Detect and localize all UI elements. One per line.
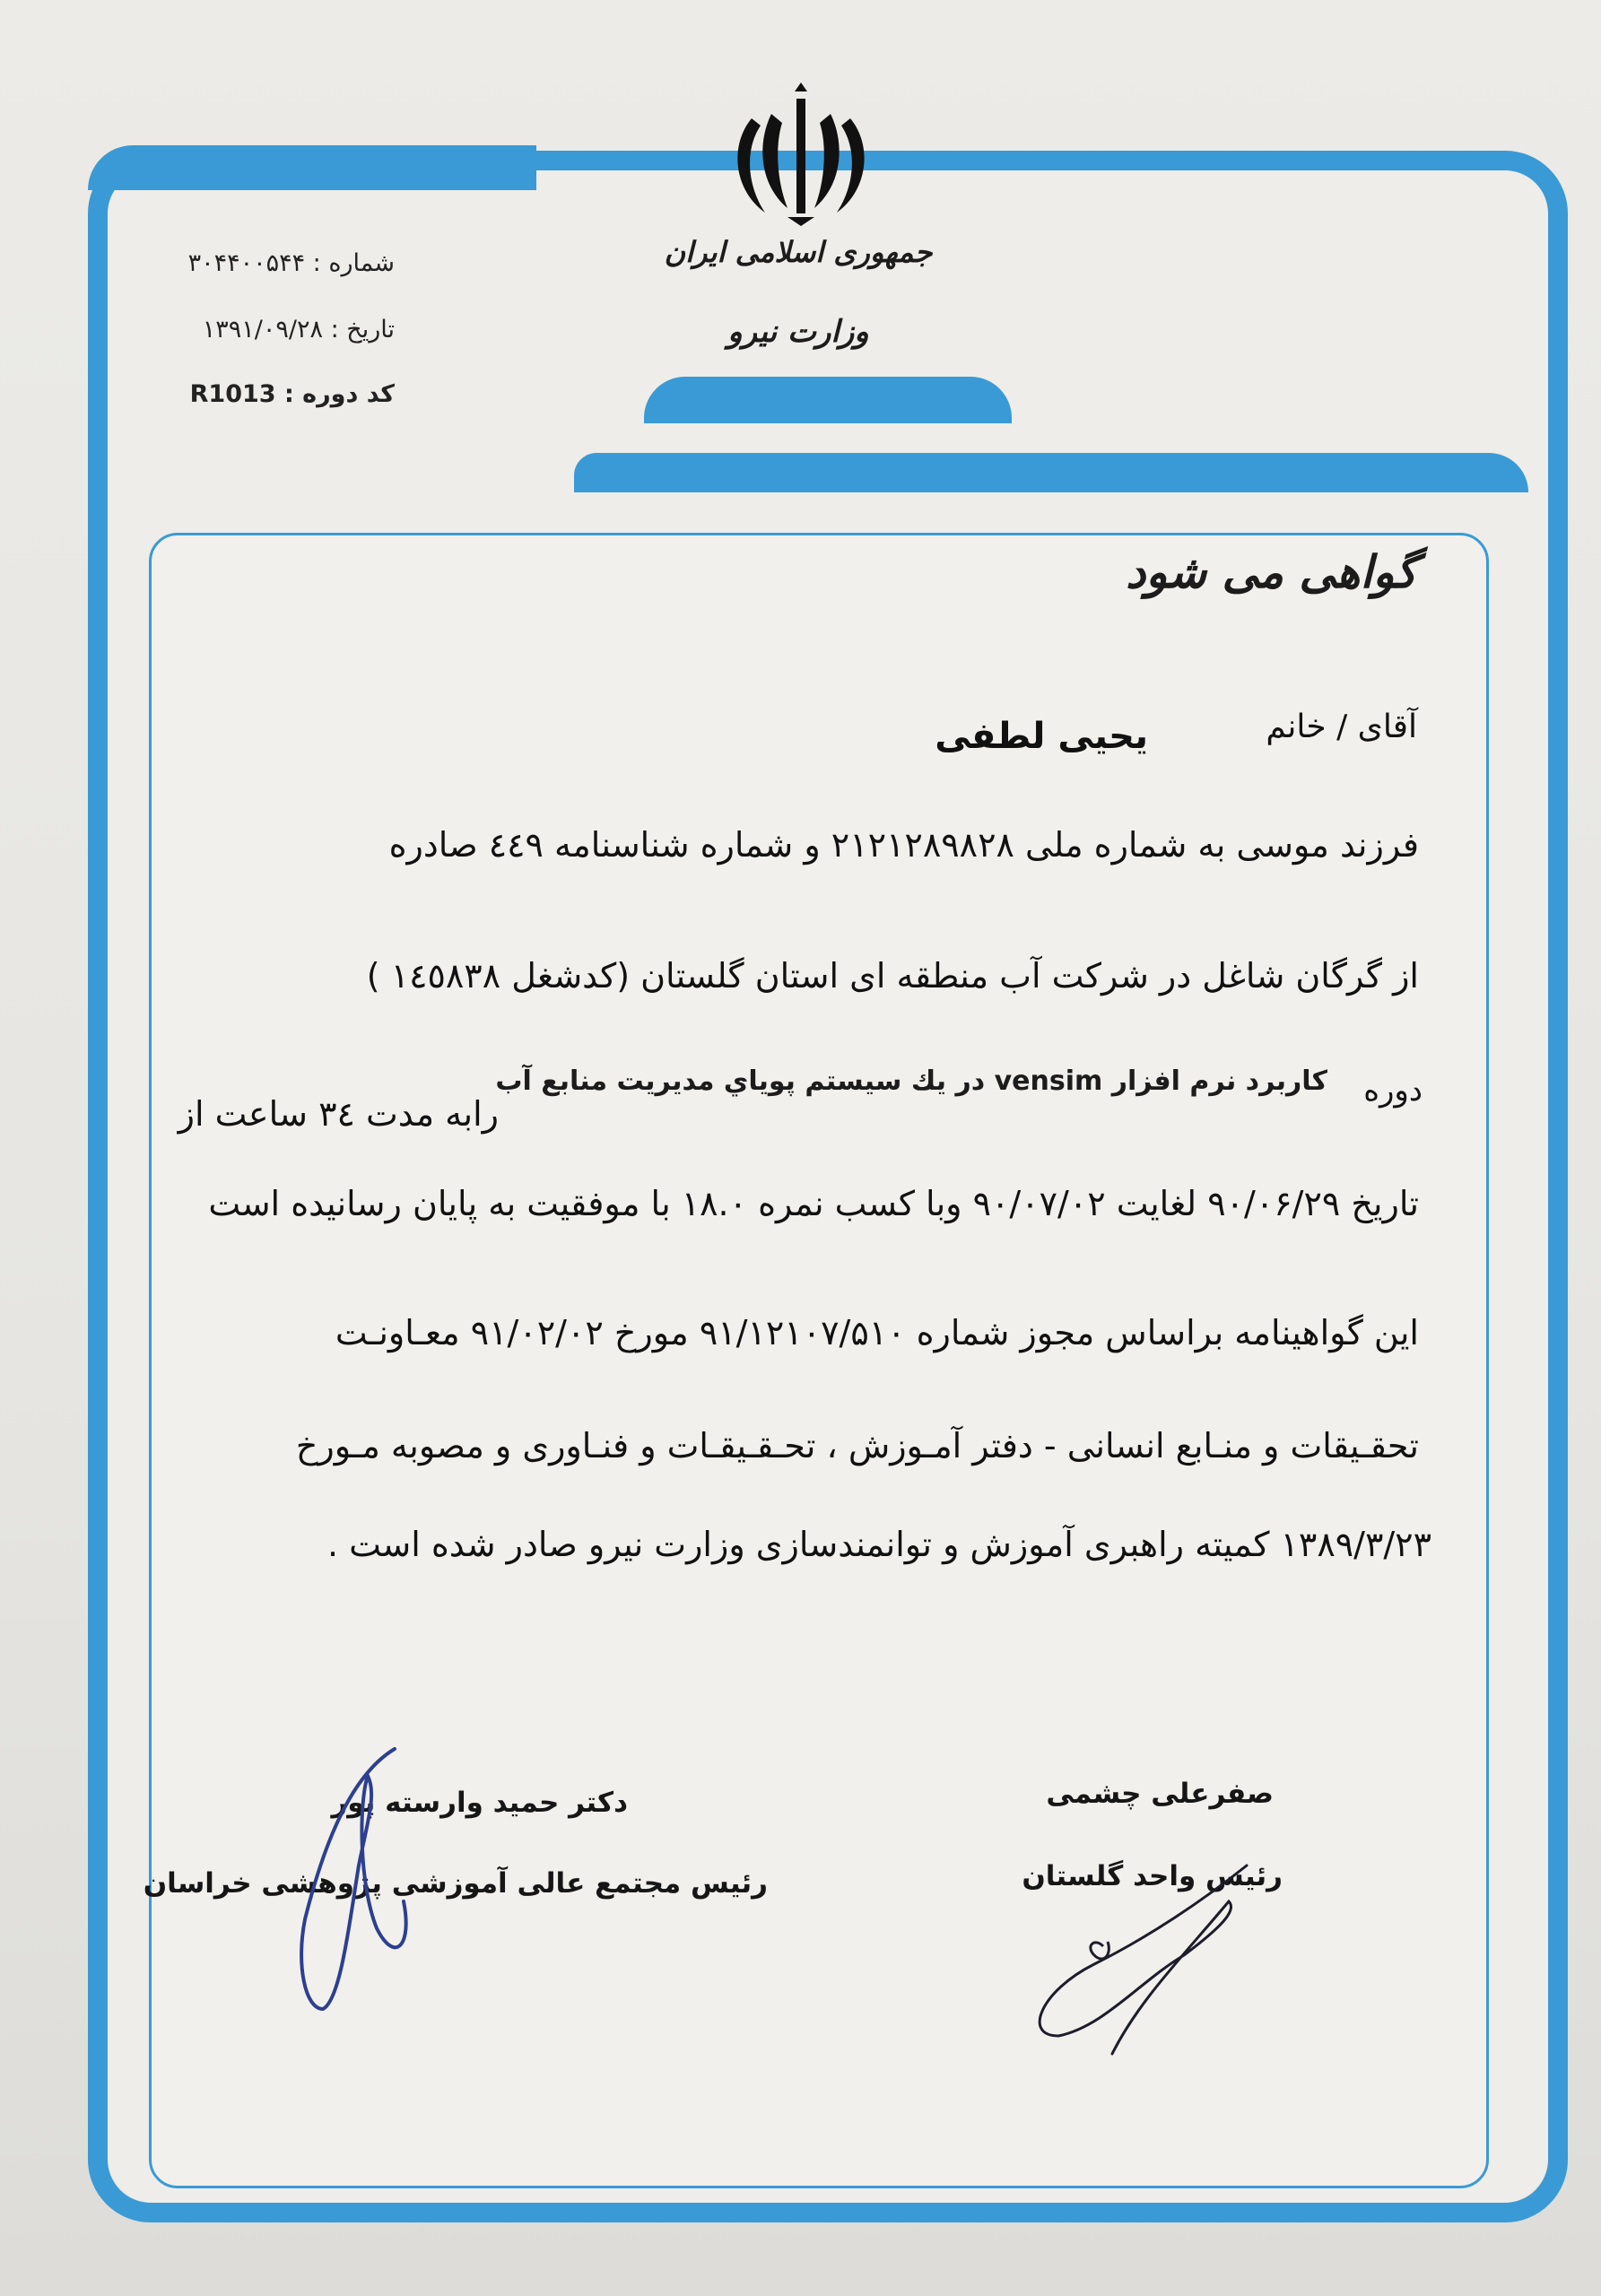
- body-line-3: از گرگان شاغل در شرکت آب منطقه ای استان گلستان (کدشغل ۱٤٥۸۳۸ ): [366, 956, 1419, 996]
- recipient-name: یحیی لطفی: [935, 716, 1148, 757]
- signer-left-name: دکتر حمید وارسته پور: [331, 1787, 628, 1819]
- signer-right-name: صفرعلی چشمی: [1046, 1778, 1274, 1810]
- body-line-6: این گواهینامه براساس مجوز شماره ۹۱/۱۲۱۰۷/۵۱۰ مورخ ۹۱/۰۲/۰۲ معـاونـت: [335, 1313, 1419, 1352]
- top-right-bar: [574, 453, 1528, 492]
- body-line-4-duration: رابه مدت ۳٤ ساعت از: [178, 1094, 499, 1134]
- signature-right-icon: [1005, 1848, 1292, 2072]
- emblem-base-bar: [644, 377, 1012, 423]
- header-ministry: وزارت نیرو: [727, 314, 869, 350]
- meta-date: تاریخ : ۱۳۹۱/۰۹/۲۸: [202, 316, 395, 344]
- body-line-4-prefix: دوره: [1363, 1073, 1423, 1109]
- iran-emblem-icon: [725, 83, 877, 226]
- meta-course-code: کد دوره : R1013: [189, 380, 395, 408]
- course-name: كاربرد نرم افزار vensim در يك سيستم پوياي مديريت منابع آب: [495, 1065, 1327, 1097]
- label-mr-mrs: آقای / خانم: [1266, 709, 1417, 745]
- body-line-7: تحقـیقات و منـابع انسانی - دفتر آمـوزش ، تحـقـیقـات و فنـاوری و مصوبه مـورخ: [295, 1426, 1419, 1465]
- certificate-title: گواهی می شود: [1126, 545, 1417, 598]
- body-line-2: فرزند موسی به شماره ملی ۲۱۲۱۲۸۹۸۲۸ و شماره شناسنامه ٤٤۹ صادره: [388, 825, 1419, 865]
- signer-right-title: رئیس واحد گلستان: [1022, 1860, 1283, 1892]
- body-line-5: تاریخ ۹۰/۰۶/۲۹ لغایت ۹۰/۰۷/۰۲ وبا کسب نمره ۱۸.۰ با موفقیت به پایان رسانیده است: [208, 1184, 1419, 1223]
- top-left-bar: [88, 145, 536, 190]
- signer-left-title: رئیس مجتمع عالی آموزشی پژوهشی خراسان: [143, 1867, 768, 1900]
- signature-left-icon: [269, 1740, 448, 2027]
- body-line-8: ۱۳۸۹/۳/۲۳ کمیته راهبری آموزش و توانمندسازی وزارت نیرو صادر شده است .: [326, 1525, 1431, 1564]
- header-country: جمهوری اسلامی ایران: [664, 235, 933, 269]
- meta-number: شماره : ۳۰۴۴۰۰۵۴۴: [187, 249, 395, 277]
